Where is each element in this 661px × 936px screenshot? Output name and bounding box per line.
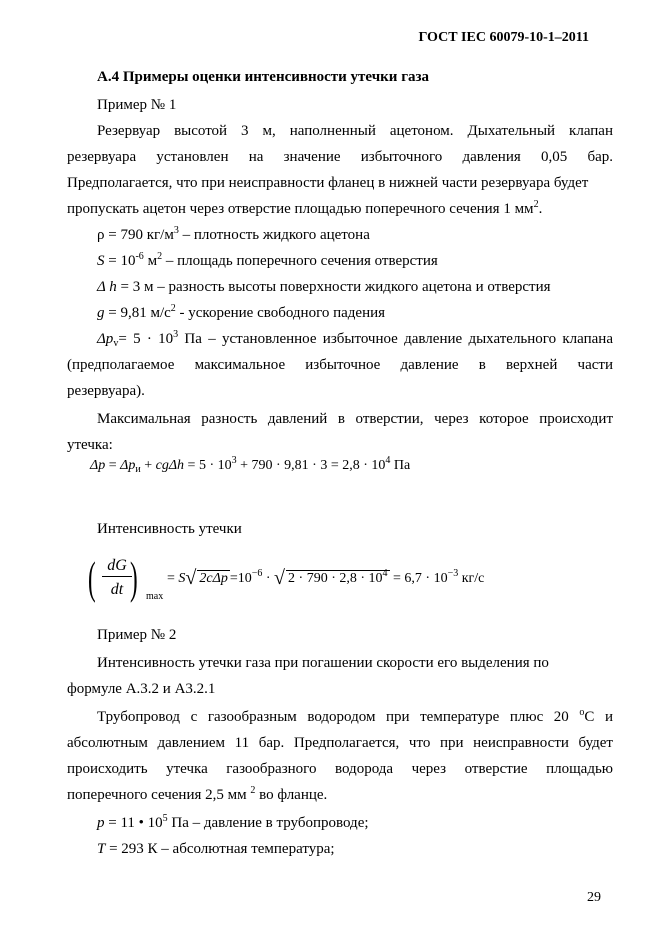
example2-para-line1: Трубопровод с газообразным водородом при температуре плюс 20 $^о$С и	[97, 707, 613, 725]
example1-para-line3: Предполагается, что при неисправности фланец в нижней части резервуара будет	[67, 175, 589, 191]
p-definition: p = 11 • $10^5$ Па – давление в трубопроводе;	[97, 813, 369, 831]
section-title: А.4 Примеры оценки интенсивности утечки газа	[97, 69, 430, 85]
example2-intro-line1: Интенсивность утечки газа при погашении скорости его выделения по	[97, 655, 549, 671]
example2-para-line4: поперечного сечения 2,5 мм $^2$ во фланце.	[67, 785, 328, 803]
g-definition: g = 9,81 $м/с^2$ - ускорение свободного падения	[97, 303, 386, 321]
max-diff-line1: Максимальная разность давлений в отверстии, через которое происходит	[97, 411, 613, 427]
intensity-label: Интенсивность утечки	[97, 521, 242, 537]
max-diff-line2: утечка:	[67, 437, 113, 453]
s-definition: $S = 10^{-6}$ $м^2$ – площадь поперечного сечения отверстия	[97, 251, 438, 269]
pressure-formula: $\Delta p = \Delta p_и + cg\Delta h = 5 \cdot 10^3 + 790 \cdot 9,81 \cdot 3 = 2,8 \cdot 10^4$ Па	[90, 455, 411, 475]
example2-label: Пример № 2	[97, 627, 177, 643]
example1-para-line1: Резервуар высотой 3 м, наполненный ацетоном. Дыхательный клапан	[97, 123, 613, 139]
example2-intro-line2: формуле А.3.2 и А3.2.1	[67, 681, 216, 697]
example2-para-line3: происходить утечка газообразного водорода через отверстие площадью	[67, 761, 613, 777]
intensity-formula: ( $\frac{dG}{dt}$ ) max = S√ $2c\Delta p =10^{-6}$ · √ $2 \cdot 790 \cdot 2,8 \cdot 10^4 = 6,7 \cdot 10^{-3}$ кг/с	[88, 552, 485, 603]
example1-para-line4: пропускать ацетон через отверстие площадью поперечного сечения 1 $мм^2$.	[67, 199, 543, 217]
t-definition: T = 293 К – абсолютная температура;	[97, 841, 335, 857]
dpv-definition-line3: резервуара).	[67, 383, 145, 399]
dpv-definition: $\Delta p_v= 5 \cdot 10^3$ Па – установленное избыточное давление дыхательного клапана	[97, 329, 613, 349]
dpv-definition-line2: (предполагаемое максимальное избыточное давление в верхней части	[67, 357, 613, 373]
example1-para-line2: резервуара установлен на значение избыточного давления 0,05 бар.	[67, 149, 613, 165]
example1-label: Пример № 1	[97, 97, 177, 113]
dh-definition: Δ h = 3 м – разность высоты поверхности жидкого ацетона и отверстия	[97, 279, 551, 295]
example2-para-line2: абсолютным давлением 11 бар. Предполагается, что при неисправности будет	[67, 735, 613, 751]
fraction-denominator: dt	[110, 581, 124, 598]
intensity-formula-rhs: = S√ $2c\Delta p =10^{-6}$ · √ $2 \cdot 790 \cdot 2,8 \cdot 10^4 = 6,7 \cdot 10^{-3}$ кг/с	[167, 567, 485, 589]
standard-header: ГОСТ IEC 60079-10-1–2011	[418, 30, 589, 45]
page-number: 29	[587, 890, 601, 905]
max-subscript: max	[146, 591, 164, 602]
fraction-numerator: dG	[102, 557, 132, 577]
rho-definition: ρ = 790 $кг/м^3$ – плотность жидкого ацетона	[97, 225, 370, 243]
